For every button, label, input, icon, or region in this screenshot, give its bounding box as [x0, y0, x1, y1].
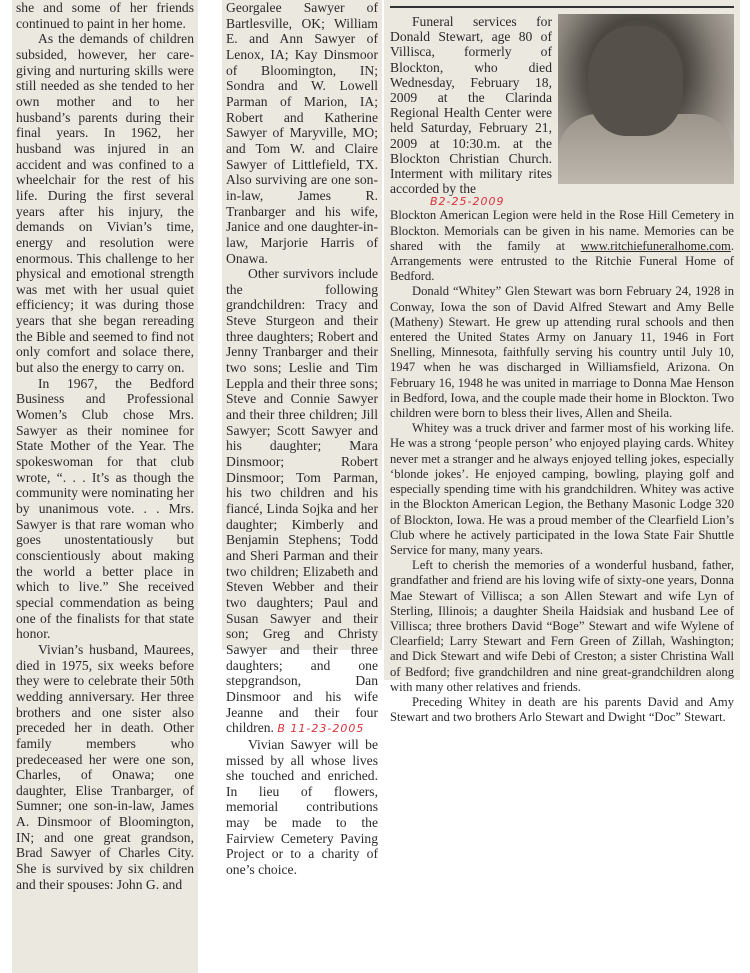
text: Blockton American Legion were held in the Rose Hill Cemetery in Blockton. Memorials can be given in his name. Memories can be shared with the family at [390, 208, 734, 253]
paragraph: Vivian’s husband, Maurees, died in 1975, six weeks before they were to celebrate their 50th wedding anniversary. Her three brothers and one sister also preceded her in death. Other family members who predeceased her were one son, Charles, of Onawa; one daughter, Elise Tranbarger, of Sumner; one son-in-law, James A. Dinsmoor of Bloomington, IN; and one great grandson, Brad Sawyer of Charles City. She is survived by six children and their spouses: John G. and [16, 641, 194, 892]
text: . Arrangements were entrusted to the Ritchie Funeral Home of Bedford. [390, 238, 734, 284]
handwritten-date-note: B2-25-2009 [430, 195, 505, 209]
lead-continuation [390, 208, 734, 284]
paragraph [226, 266, 378, 737]
paragraph: Vivian Sawyer will be missed by all whose lives she touched and enriched. In lieu of flowers, memorial contributions may be made to the Fairview Cemetery Paving Project or to a charity of one’s choice. [226, 736, 378, 878]
paragraph: she and some of her friends continued to paint in her home. [16, 0, 194, 31]
stewart-obituary [384, 0, 740, 725]
paragraph: Preceding Whitey in death are his parents David and Amy Stewart and two brothers Arlo Stewart and Dwight “Doc” Stewart. [390, 694, 734, 725]
paragraph: Left to cherish the memories of a wonderful husband, father, grandfather and friend are his loving wife of sixty-one years, Donna Mae Stewart of Villisca; a son Allen Stewart and wife Lyn of Sterling, Illinois; a daughter Sheila Haidsiak and husband Lee of Villisca; three brothers David “Boge” Stewart and wife Wylene of Clearfield; Larry Stewart and Fern Green of Zillah, Washington; and Dick Stewart and wife Debi of Creston; a sister Christina Wall of Bedford; five grandchildren and nine great-grandchildren along with many other relatives and friends. [390, 558, 734, 694]
paragraph-text: Other survivors include the following grandchildren: Tracy and Steve Sturgeon and their three daughters; Robert and Jenny Tranbarger and their two sons; Leslie and Tim Leppla and their three sons; Steve and Connie Sawyer and their three children; Jill Sawyer; Scott Sawyer and his daughter; Mara Dinsmoor; Robert Dinsmoor; Tom Parman, his two children and his fiancé, Linda Sojka and her daughter; Kimberly and Benjamin Stephens; Todd and Sheri Parman and their two children; Elizabeth and Steven Webber and their two daughters; Paul and Susan Sawyer and their son; Greg and Christy Sawyer and their three daughters; and one stepgrandson, Dan Dinsmoor and his wife Jeanne and their four children. [226, 266, 378, 736]
photo-face [588, 26, 683, 136]
paragraph: As the demands of children subsided, however, her care-giving and nurturing skills were still needed as she tended to her own mother and to her husband’s parents during their final years. In 1962, her husband was injured in an accident and was confined to a wheelchair for the rest of his life. During the first several years after his injury, the demands on Vivian’s time, energy and resolution were enormous. This challenge to her physical and emotional strength was met with her usual quiet efficiency; it was during those years that she began rereading the Bible and seemed to find not only comfort and solace there, but also the energy to carry on. [16, 31, 194, 376]
lead-paragraph: Funeral services for Donald Stewart, age 80 of Villisca, formerly of Blockton, who died Wednesday, February 18, 2009 at the Clarinda Regional Health Center were held Saturday, February 21, 2009 at 10:30.m. at the Blockton Christian Church. Interment with military rites accorded by the [390, 14, 552, 197]
top-rule-divider [390, 6, 734, 8]
handwritten-date-note: B 11-23-2005 [277, 722, 365, 736]
obituary-column-1 [12, 0, 198, 973]
paragraph: Donald “Whitey” Glen Stewart was born February 24, 1928 in Conway, Iowa the son of David Alfred Stewart and Amy Belle (Matheny) Stewart. He grew up attending rural schools and then entered the United States Army on January 11, 1946 in Fort Snelling, Minnesota, faithfully serving his country until July 10, 1947 when he was discharged in Williamsfield, Arizona. On February 16, 1948 he was united in marriage to Donna Mae Henson in Bedford, Iowa, and the couple made their home in Blockton. Two children were born to bless their lives, Allen and Sheila. [390, 284, 734, 421]
paragraph: Whitey was a truck driver and farmer most of his working life. He was a strong ‘people person’ who enjoyed playing cards. Whitey never met a stranger and he always enjoyed telling jokes, especially ‘blonde jokes’. He enjoyed camping, bowling, playing golf and especially spending time with his grandchildren. Whitey was active in the Blockton American Legion, the Bethany Masonic Lodge 320 of Blockton, Iowa. He was a proud member of the Clearfield Lion’s Club where he actively participated in the Iowa State Fair Shuttle Service for many, many years. [390, 421, 734, 557]
paragraph: In 1967, the Bedford Business and Professional Women’s Club chose Mrs. Sawyer as their nominee for State Mother of the Year. The spokeswoman for that club wrote, “. . . It’s as though the community were nominating her by unanimous vote. . . Mrs. Sawyer is that rare woman who goes unostentatiously but conscientiously about making the world a better place in which to live.” She received special commendation as being one of the finalists for that state honor. [16, 375, 194, 642]
paragraph: Georgalee Sawyer of Bartlesville, OK; William E. and Ann Sawyer of Lenox, IA; Kay Dinsmoor of Bloomington, IN; Sondra and W. Lowell Parman of Marion, IA; Robert and Katherine Sawyer of Maryville, MO; and Tom W. and Claire Sawyer of Littlefield, TX. Also surviving are one son-in-law, James R. Tranbarger and his wife, Janice and one daughter-in-law, Marjorie Harris of Onawa. [226, 0, 378, 266]
funeral-home-link[interactable]: www.ritchiefuneralhome.com [580, 238, 731, 253]
portrait-photo [558, 14, 734, 184]
obituary-column-2 [222, 0, 382, 878]
